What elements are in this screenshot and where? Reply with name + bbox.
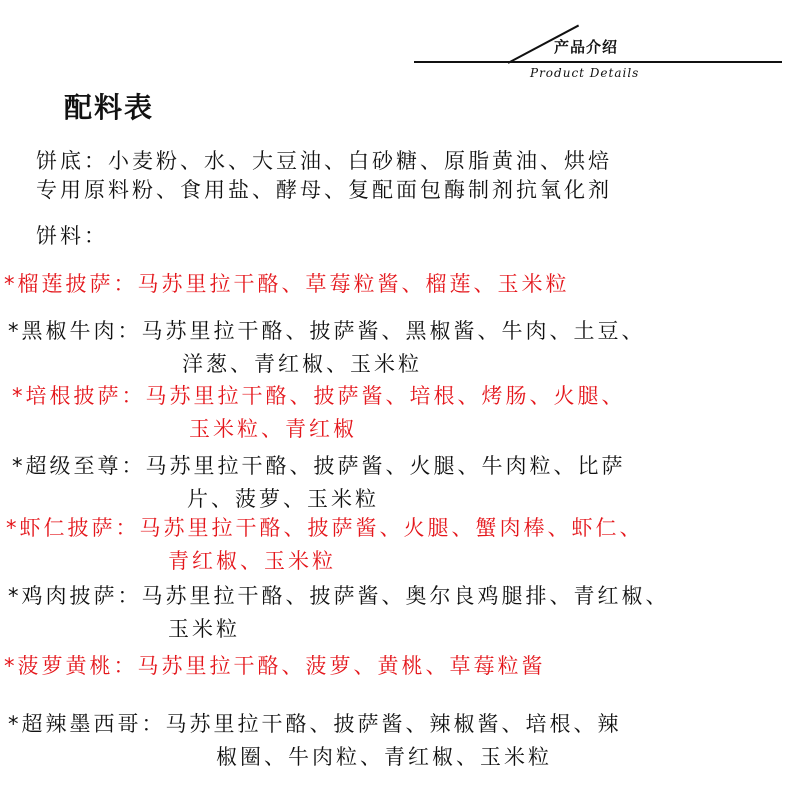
pizza-line: *鸡肉披萨：马苏里拉干酪、披萨酱、奥尔良鸡腿排、青红椒、 [8, 584, 670, 608]
pizza-line-cont: 玉米粒 [168, 617, 240, 641]
header-rule [414, 61, 782, 63]
pizza-black-pepper-beef [8, 315, 646, 381]
pizza-spicy-mexican [8, 708, 622, 774]
pizza-line-cont: 片、菠萝、玉米粒 [187, 487, 379, 511]
pizza-bacon [12, 380, 626, 446]
base-line-2: 专用原料粉、食用盐、酵母、复配面包酶制剂抗氧化剂 [36, 178, 612, 202]
pizza-line-cont: 椒圈、牛肉粒、青红椒、玉米粒 [216, 745, 552, 769]
pizza-line: *超辣墨西哥：马苏里拉干酪、披萨酱、辣椒酱、培根、辣 [8, 712, 622, 736]
pizza-line: *虾仁披萨：马苏里拉干酪、披萨酱、火腿、蟹肉棒、虾仁、 [6, 516, 644, 540]
page-title: 配料表 [64, 91, 155, 124]
pizza-chicken [8, 580, 670, 646]
pizza-durian [4, 268, 570, 301]
pizza-line: *榴莲披萨：马苏里拉干酪、草莓粒酱、榴莲、玉米粒 [4, 272, 570, 296]
pizza-line: *培根披萨：马苏里拉干酪、披萨酱、培根、烤肠、火腿、 [12, 384, 626, 408]
pizza-line-cont: 玉米粒、青红椒 [189, 417, 357, 441]
pizza-supreme [12, 450, 626, 516]
pizza-line: *菠萝黄桃：马苏里拉干酪、菠萝、黄桃、草莓粒酱 [4, 654, 546, 678]
pizza-pineapple-peach [4, 650, 546, 683]
header-title: 产品介绍 [554, 38, 619, 56]
pizza-line: *黑椒牛肉：马苏里拉干酪、披萨酱、黑椒酱、牛肉、土豆、 [8, 319, 646, 343]
base-line-1: 饼底：小麦粉、水、大豆油、白砂糖、原脂黄油、烘焙 [36, 149, 612, 173]
topping-label: 饼料： [36, 224, 108, 248]
pizza-line-cont: 青红椒、玉米粒 [168, 549, 336, 573]
base-ingredients [36, 147, 612, 205]
pizza-line: *超级至尊：马苏里拉干酪、披萨酱、火腿、牛肉粒、比萨 [12, 454, 626, 478]
header-subtitle: Product Details [530, 66, 640, 80]
pizza-line-cont: 洋葱、青红椒、玉米粒 [182, 352, 422, 376]
pizza-shrimp [6, 512, 644, 578]
